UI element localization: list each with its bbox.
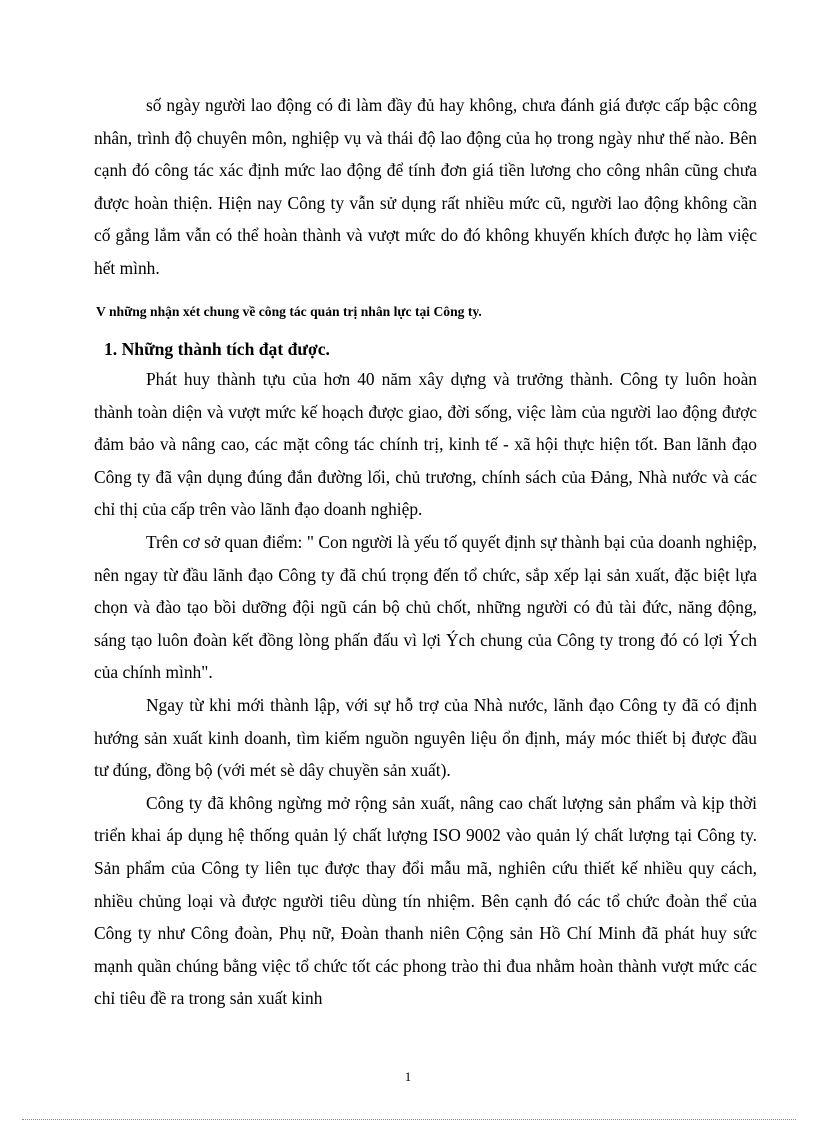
paragraph: Trên cơ sở quan điểm: " Con người là yếu tố quyết định sự thành bại của doanh nghiệp, nên ngay từ đầu lãnh đạo Công ty đã chú trọng đến tổ chức, sắp xếp lại sản xuất, đặc biệt lựa chọn và đào tạo bồi dưỡng đội ngũ cán bộ chủ chốt, những người có đủ tài đức, năng động, sáng tạo luôn đoàn kết đồng lòng phấn đấu vì lợi Ých chung của Công ty trong đó có lợi Ých của chính mình". [94,531,757,683]
paragraph: Phát huy thành tựu của hơn 40 năm xây dựng và trưởng thành. Công ty luôn hoàn thành toàn diện và vượt mức kế hoạch được giao, đời sống, việc làm của người lao động được đảm bảo và nâng cao, các mặt công tác chính trị, kinh tế - xã hội thực hiện tốt. Ban lãnh đạo Công ty đã vận dụng đúng đắn đường lối, chủ trương, chính sách của Đảng, Nhà nước và các chỉ thị của cấp trên vào lãnh đạo doanh nghiệp. [94,369,757,520]
paragraph: Ngay từ khi mới thành lập, với sự hỗ trợ của Nhà nước, lãnh đạo Công ty đã có định hướng sản xuất kinh doanh, tìm kiếm nguồn nguyên liệu ổn định, máy móc thiết bị được đầu tư đúng, đồng bộ (với mét sè dây chuyền sản xuất). [94,694,757,781]
sub-heading: 1. Những thành tích đạt được. [104,339,330,359]
paragraph: số ngày người lao động có đi làm đầy đủ hay không, chưa đánh giá được cấp bậc công nhân, trình độ chuyên môn, nghiệp vụ và thái độ lao động của họ trong ngày như thế nào. Bên cạnh đó công tác xác định mức lao động để tính đơn giá tiền lương cho công nhân cũng chưa được hoàn thiện. Hiện nay Công ty vẫn sử dụng rất nhiều mức cũ, người lao động không cần cố gắng lắm vẫn có thể hoàn thành và vượt mức do đó không khuyến khích được họ làm việc hết mình. [94,95,757,278]
page-number: 1 [404,1069,412,1084]
body-text-top [94,89,757,285]
body-text-main [94,363,757,1015]
page-divider [22,1119,796,1120]
paragraph: Công ty đã không ngừng mở rộng sản xuất, nâng cao chất lượng sản phẩm và kịp thời triển khai áp dụng hệ thống quản lý chất lượng ISO 9002 vào quản lý chất lượng tại Công ty. Sản phẩm của Công ty liên tục được thay đổi mẫu mã, nghiên cứu thiết kế nhiều quy cách, nhiều chủng loại và được người tiêu dùng tín nhiệm. Bên cạnh đó các tổ chức đoàn thể của Công ty như Công đoàn, Phụ nữ, Đoàn thanh niên Cộng sản Hồ Chí Minh đã phát huy sức mạnh quần chúng bằng việc tổ chức tốt các phong trào thi đua nhằm hoàn thành vượt mức các chỉ tiêu đề ra trong sản xuất kinh [94,792,757,1009]
section-heading: V những nhận xét chung về công tác quản trị nhân lực tại Công ty. [96,304,482,319]
